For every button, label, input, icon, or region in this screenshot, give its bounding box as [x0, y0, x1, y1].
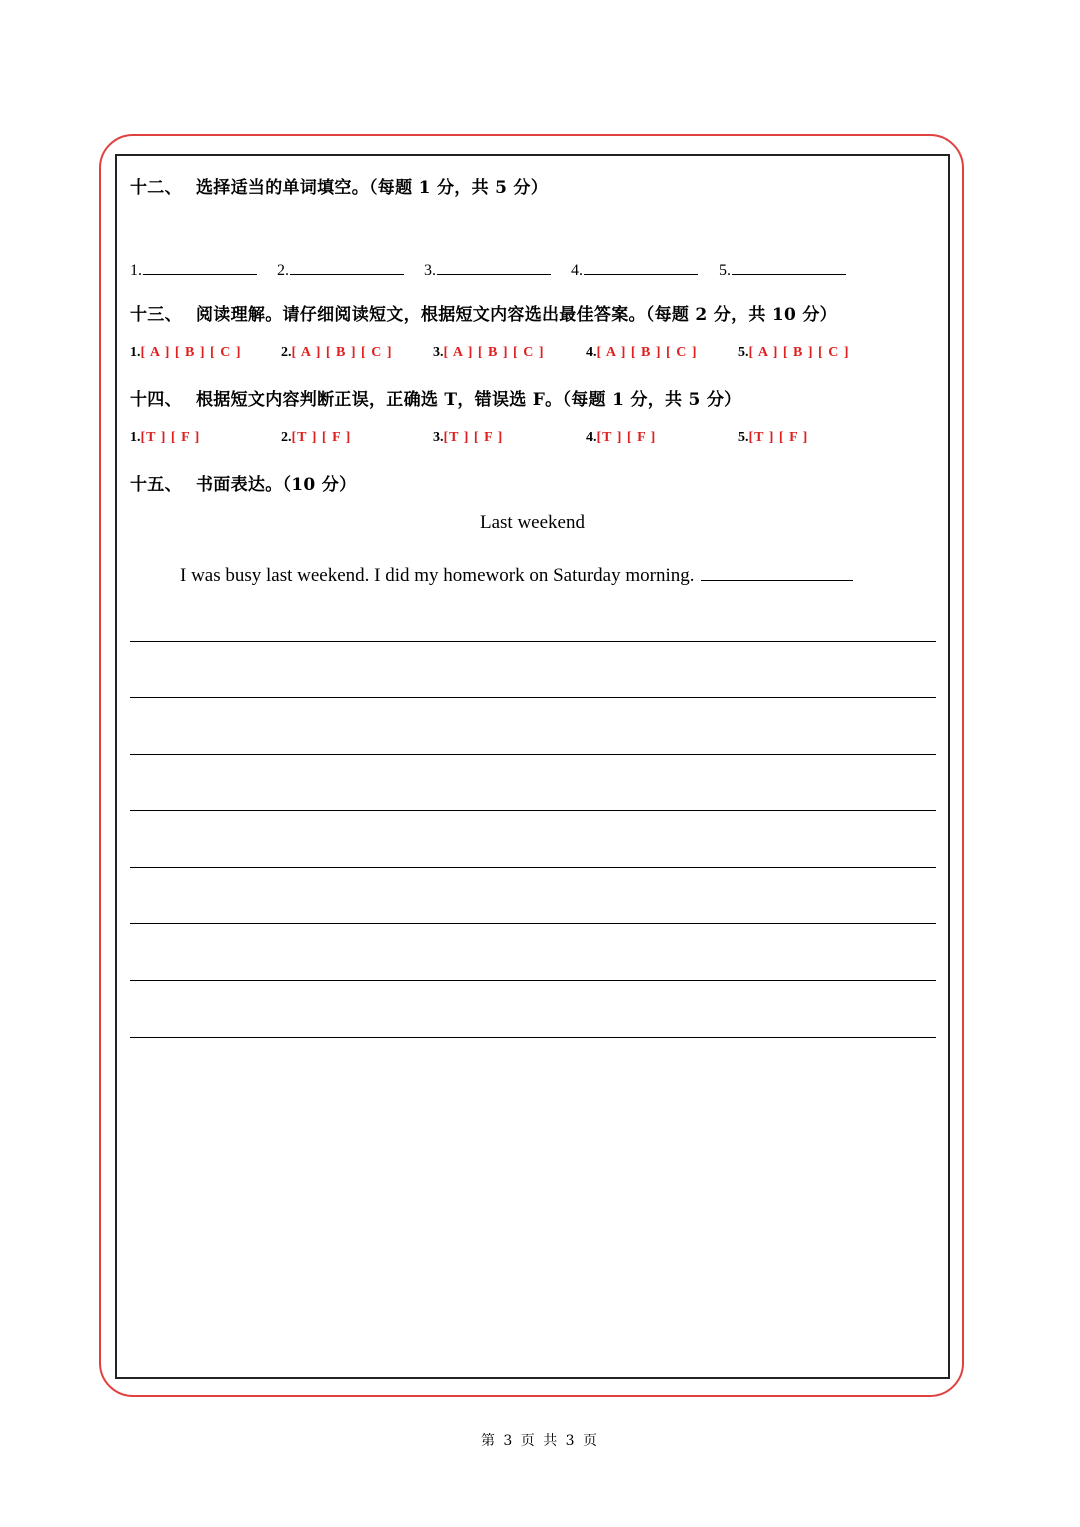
fill-blank-4[interactable]	[571, 258, 698, 280]
choice-number: 1.	[130, 430, 141, 445]
writing-line[interactable]	[130, 980, 936, 981]
choice-options[interactable]: [T ] [ F ]	[443, 430, 504, 445]
tf-choice-4[interactable]	[586, 430, 656, 446]
tf-choice-3[interactable]	[433, 430, 503, 446]
choice-options[interactable]: [ A ] [ B ] [ C ]	[140, 345, 242, 360]
blank-number: 2.	[277, 262, 289, 279]
section-13-heading	[130, 300, 837, 325]
fill-blank-3[interactable]	[424, 258, 551, 280]
tf-choice-5[interactable]	[738, 430, 808, 446]
fill-blank-5[interactable]	[719, 258, 846, 280]
tf-choice-1[interactable]	[130, 430, 200, 446]
choice-options[interactable]: [ A ] [ B ] [ C ]	[596, 345, 698, 360]
choice-options[interactable]: [ A ] [ B ] [ C ]	[748, 345, 850, 360]
essay-intro	[180, 562, 853, 587]
writing-line[interactable]	[130, 1037, 936, 1038]
choice-number: 1.	[130, 345, 141, 360]
abc-choice-5[interactable]	[738, 345, 850, 361]
writing-line[interactable]	[130, 697, 936, 698]
blank-number: 3.	[424, 262, 436, 279]
page-footer: 第 3 页 共 3 页	[480, 1433, 600, 1449]
section-12-heading	[130, 173, 548, 198]
abc-choice-1[interactable]	[130, 345, 242, 361]
essay-intro-text: I was busy last weekend. I did my homework on Saturday morning.	[180, 565, 695, 586]
section-13-number: 十三、	[130, 305, 182, 325]
writing-line[interactable]	[130, 923, 936, 924]
abc-choice-2[interactable]	[281, 345, 393, 361]
choice-options[interactable]: [T ] [ F ]	[748, 430, 809, 445]
writing-line[interactable]	[130, 867, 936, 868]
section-14-number: 十四、	[130, 390, 182, 410]
choice-number: 2.	[281, 345, 292, 360]
section-15-heading	[130, 470, 356, 495]
choice-number: 5.	[738, 345, 749, 360]
section-12-number: 十二、	[130, 178, 182, 198]
blank-line	[290, 258, 404, 275]
choice-options[interactable]: [T ] [ F ]	[596, 430, 657, 445]
choice-number: 4.	[586, 430, 597, 445]
tf-choice-2[interactable]	[281, 430, 351, 446]
choice-options[interactable]: [T ] [ F ]	[140, 430, 201, 445]
section-15-title: 书面表达。（10 分）	[196, 475, 357, 495]
section-12-title: 选择适当的单词填空。（每题 1 分，共 5 分）	[196, 178, 549, 198]
blank-line	[143, 258, 257, 275]
answer-box	[115, 154, 950, 1379]
essay-title: Last weekend	[480, 512, 585, 533]
section-13-title: 阅读理解。请仔细阅读短文，根据短文内容选出最佳答案。（每题 2 分，共 10 分）	[196, 305, 837, 325]
choice-options[interactable]: [ A ] [ B ] [ C ]	[291, 345, 393, 360]
fill-blank-2[interactable]	[277, 258, 404, 280]
writing-line[interactable]	[130, 810, 936, 811]
essay-intro-blank[interactable]	[701, 562, 853, 581]
blank-number: 4.	[571, 262, 583, 279]
blank-line	[732, 258, 846, 275]
section-14-heading	[130, 385, 742, 410]
blank-number: 1.	[130, 262, 142, 279]
abc-choice-3[interactable]	[433, 345, 545, 361]
writing-line[interactable]	[130, 754, 936, 755]
blank-number: 5.	[719, 262, 731, 279]
choice-number: 3.	[433, 430, 444, 445]
choice-options[interactable]: [T ] [ F ]	[291, 430, 352, 445]
abc-choice-4[interactable]	[586, 345, 698, 361]
section-15-number: 十五、	[130, 475, 182, 495]
section-14-title: 根据短文内容判断正误，正确选 T，错误选 F。（每题 1 分，共 5 分）	[196, 390, 742, 410]
choice-number: 4.	[586, 345, 597, 360]
choice-number: 3.	[433, 345, 444, 360]
choice-number: 5.	[738, 430, 749, 445]
blank-line	[437, 258, 551, 275]
blank-line	[584, 258, 698, 275]
choice-options[interactable]: [ A ] [ B ] [ C ]	[443, 345, 545, 360]
fill-blank-1[interactable]	[130, 258, 257, 280]
choice-number: 2.	[281, 430, 292, 445]
writing-line[interactable]	[130, 641, 936, 642]
